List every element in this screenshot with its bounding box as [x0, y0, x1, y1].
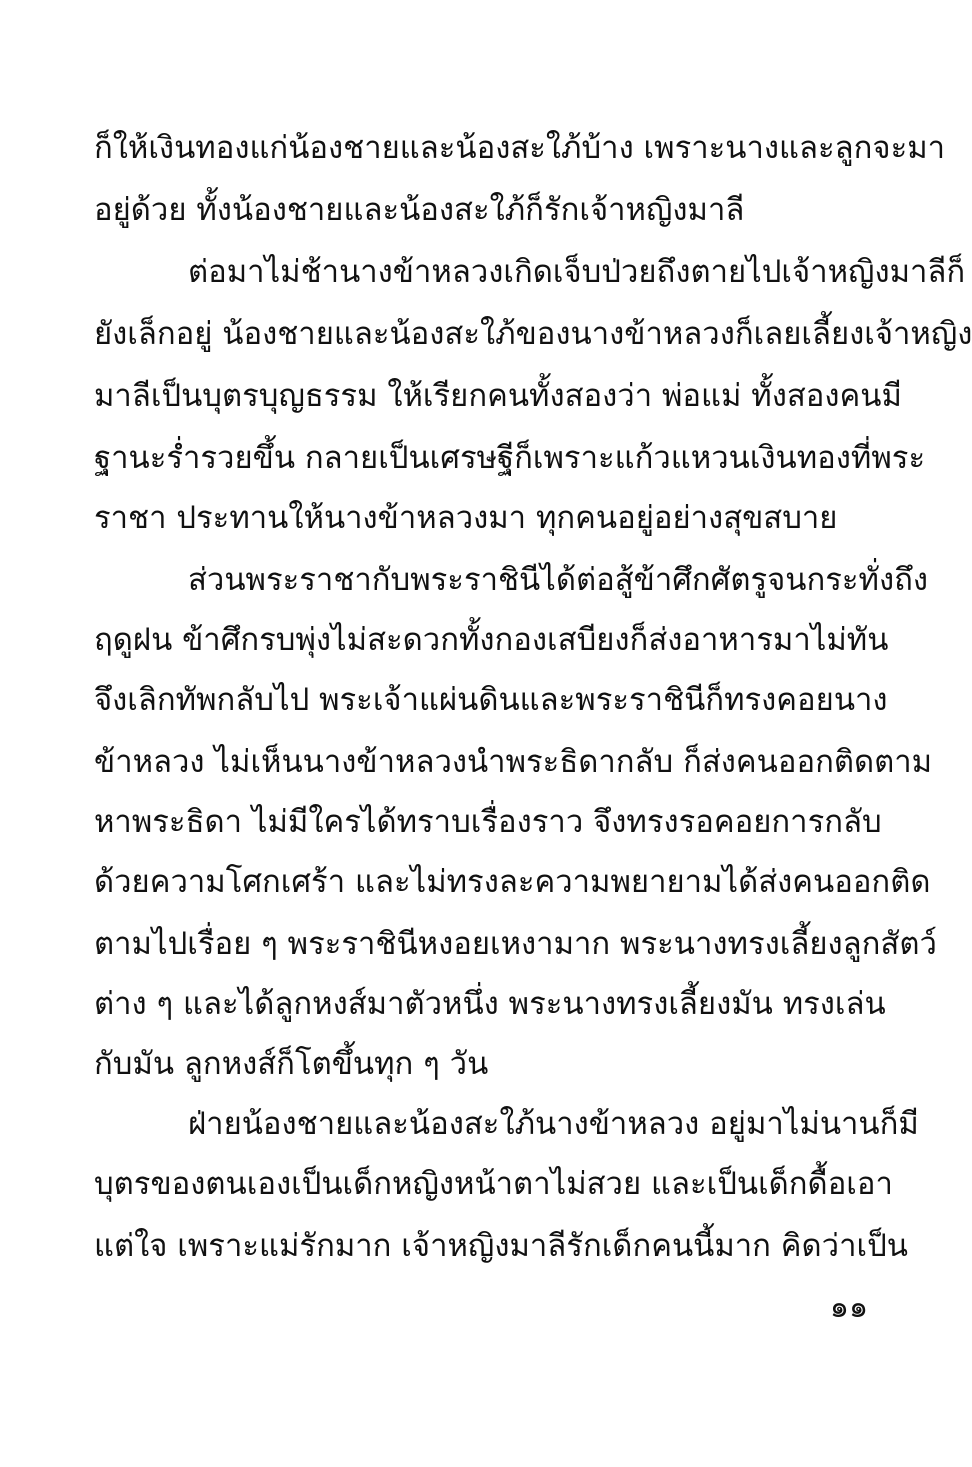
text-line-14: ตามไปเรื่อย ๆ พระราชินีหงอยเหงามาก พระนางทรงเลี้ยงลูกสัตว์	[94, 926, 937, 962]
text-line-1: ก็ให้เงินทองแก่น้องชายและน้องสะใภ้บ้าง เพราะนางและลูกจะมา	[94, 130, 946, 166]
text-line-9: ฤดูฝน ข้าศึกรบพุ่งไม่สะดวกทั้งกองเสบียงก็ส่งอาหารมาไม่ทัน	[94, 622, 889, 658]
text-line-5: มาลีเป็นบุตรบุญธรรม ให้เรียกคนทั้งสองว่า พ่อแม่ ทั้งสองคนมี	[94, 378, 902, 414]
text-line-6: ฐานะร่ำรวยขึ้น กลายเป็นเศรษฐีก็เพราะแก้วแหวนเงินทองที่พระ	[94, 440, 926, 476]
text-line-12: หาพระธิดา ไม่มีใครได้ทราบเรื่องราว จึงทรงรอคอยการกลับ	[94, 804, 882, 840]
text-line-19: แต่ใจ เพราะแม่รักมาก เจ้าหญิงมาลีรักเด็กคนนี้มาก คิดว่าเป็น	[94, 1228, 908, 1264]
text-line-17: ฝ่ายน้องชายและน้องสะใภ้นางข้าหลวง อยู่มาไม่นานก็มี	[188, 1106, 919, 1142]
page-number: ๑๑	[829, 1290, 868, 1325]
text-line-18: บุตรของตนเองเป็นเด็กหญิงหน้าตาไม่สวย และเป็นเด็กดื้อเอา	[94, 1166, 893, 1202]
text-line-4: ยังเล็กอยู่ น้องชายและน้องสะใภ้ของนางข้าหลวงก็เลยเลี้ยงเจ้าหญิง	[94, 316, 972, 352]
text-line-8: ส่วนพระราชากับพระราชินีได้ต่อสู้ข้าศึกศัตรูจนกระทั่งถึง	[188, 562, 929, 598]
text-line-11: ข้าหลวง ไม่เห็นนางข้าหลวงนำพระธิดากลับ ก็ส่งคนออกติดตาม	[94, 744, 933, 780]
text-line-16: กับมัน ลูกหงส์ก็โตขึ้นทุก ๆ วัน	[94, 1046, 489, 1082]
text-line-15: ต่าง ๆ และได้ลูกหงส์มาตัวหนึ่ง พระนางทรงเลี้ยงมัน ทรงเล่น	[94, 986, 886, 1022]
text-line-3: ต่อมาไม่ช้านางข้าหลวงเกิดเจ็บป่วยถึงตายไปเจ้าหญิงมาลีก็	[188, 254, 966, 290]
text-line-10: จึงเลิกทัพกลับไป พระเจ้าแผ่นดินและพระราชินีก็ทรงคอยนาง	[94, 682, 888, 718]
text-line-13: ด้วยความโศกเศร้า และไม่ทรงละความพยายามได้ส่งคนออกติด	[94, 864, 931, 900]
text-line-2: อยู่ด้วย ทั้งน้องชายและน้องสะใภ้ก็รักเจ้าหญิงมาลี	[94, 192, 745, 228]
text-line-7: ราชา ประทานให้นางข้าหลวงมา ทุกคนอยู่อย่างสุขสบาย	[94, 500, 838, 536]
